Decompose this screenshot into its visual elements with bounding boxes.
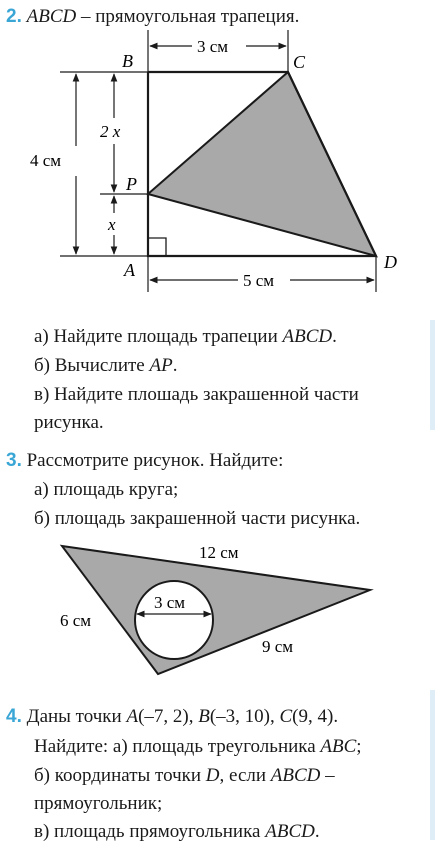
problem-2-q-b: б) Вычислите AP. [34, 355, 178, 376]
right-angle-mark [148, 238, 166, 256]
dim-label-2x: 2 x [100, 122, 121, 141]
dim-label-left: 4 см [30, 151, 62, 170]
problem-2-q-a: а) Найдите площадь трапеции ABCD. [34, 326, 337, 347]
side-label-right: 9 см [262, 637, 294, 656]
problem-4-line-1: 4. Даны точки A(–7, 2), B(–3, 10), C(9, 4). [6, 706, 339, 727]
problem-4-number: 4. [6, 706, 22, 727]
dim-label-bottom: 5 см [243, 271, 275, 290]
label-d: D [384, 252, 397, 272]
diameter-label: 3 см [154, 593, 186, 612]
label-p: P [126, 174, 137, 194]
side-label-left: 6 см [60, 611, 92, 630]
problem-2-q-c-cont: рисунка. [34, 412, 104, 433]
problem-2-title: 2. ABCD – прямоугольная трапеция. [6, 6, 300, 27]
side-label-top: 12 см [199, 543, 239, 562]
shaded-triangle [62, 546, 370, 674]
shaded-triangle-pcd [148, 72, 376, 256]
problem-4-line-2: Найдите: а) площадь треугольника ABC; [34, 736, 362, 757]
problem-4-line-3: б) координаты точки D, если ABCD – [34, 765, 335, 786]
problem-3-q-a: а) площадь круга; [34, 479, 179, 500]
label-b: B [122, 51, 133, 71]
label-a: A [124, 260, 135, 280]
problem-2-number: 2. [6, 6, 22, 27]
problem-4-line-5: в) площадь прямоугольника ABCD. [34, 821, 320, 842]
problem-3-title: 3. Рассмотрите рисунок. Найдите: [6, 450, 284, 471]
dim-label-top: 3 см [197, 37, 229, 56]
problem-2-q-c: в) Найдите плошадь закрашенной части [34, 384, 359, 405]
dim-label-x: x [108, 215, 116, 234]
problem-4-line-4: прямоугольник; [34, 793, 163, 814]
label-c: C [293, 52, 306, 72]
problem-3-q-b: б) площадь закрашенной части рисунка. [34, 508, 361, 529]
problem-3-number: 3. [6, 450, 22, 471]
